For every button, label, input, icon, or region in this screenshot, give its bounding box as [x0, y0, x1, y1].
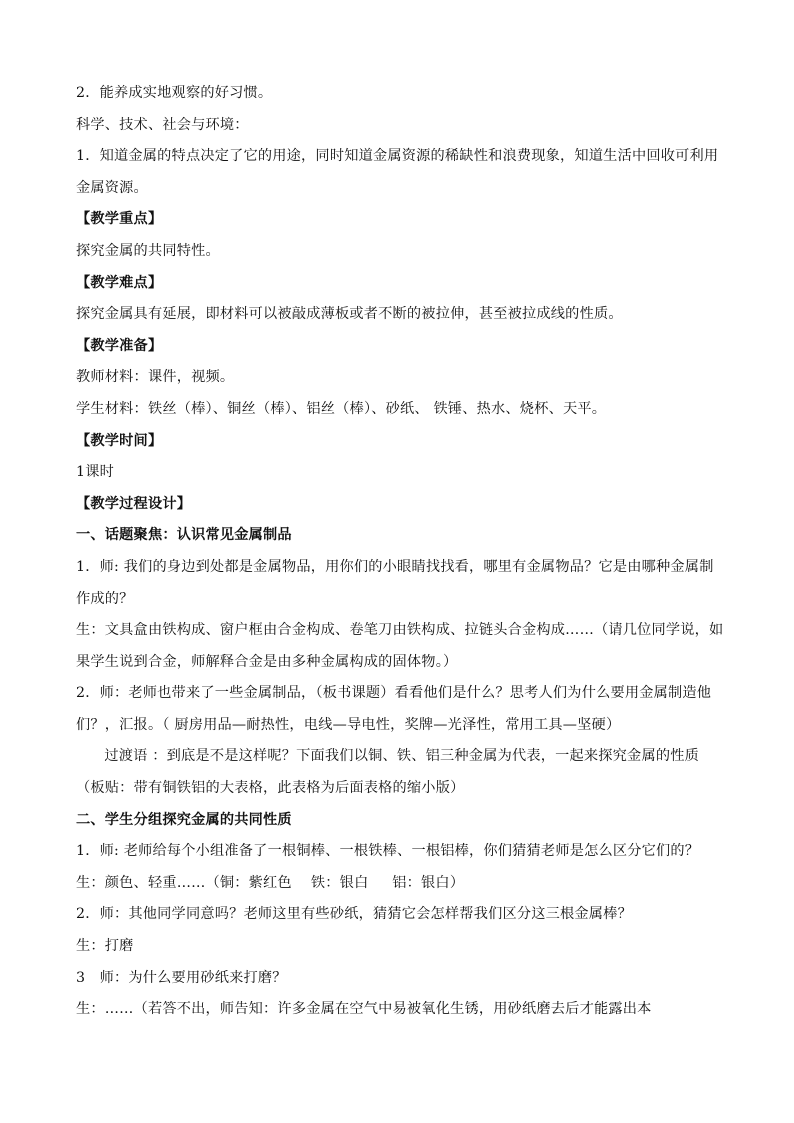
teacher-question-1: 1．师: 我们的身边到处都是金属物品，用你们的小眼睛找找看，哪里有金属物品？它是由哪种金属制作成的？: [76, 558, 714, 607]
key-points-text: 探究金属的共同特性。: [76, 242, 220, 259]
teacher-question-4: 2．师：其他同学同意吗？老师这里有些砂纸，猜猜它会怎样帮我们区分这三根金属棒？: [76, 906, 632, 923]
student-answer-3: 生：颜色、轻重……（铜：紫红色 铁：银白 铝：银白）: [76, 874, 465, 891]
heading-process: 【教学过程设计】: [76, 495, 192, 512]
heading-difficulties: 【教学难点】: [76, 274, 163, 291]
teacher-question-5: 3 师：为什么要用砂纸来打磨？: [76, 969, 287, 986]
heading-time: 【教学时间】: [76, 432, 163, 449]
student-answer-5: 生：……（若答不出，师告知：许多金属在空气中易被氧化生锈，用砂纸磨去后才能露出本: [76, 1001, 652, 1018]
transition-text: 过渡语 ：到底是不是这样呢？下面我们以铜、铁、铝三种金属为代表，一起来探究金属的性质（板贴：带有铜铁铝的大表格，此表格为后面表格的缩小版）: [76, 748, 699, 797]
section-two-title: 二、学生分组探究金属的共同性质: [76, 811, 292, 828]
heading-preparation: 【教学准备】: [76, 337, 163, 354]
section-label-stse: 科学、技术、社会与环境：: [76, 116, 249, 133]
objective-habit: 2．能养成实地观察的好习惯。: [76, 85, 273, 101]
student-answer-1: 生：文具盒由铁构成、窗户框由合金构成、卷笔刀由铁构成、拉链头合金构成……（请几位同学说，如果学生说到合金，师解释合金是由多种金属构成的固体物。）: [76, 622, 724, 670]
student-materials: 学生材料：铁丝（棒）、铜丝（棒）、铝丝（棒）、砂纸、 铁锤、热水、烧杯、天平。: [76, 400, 607, 417]
teacher-question-2: 2．师：老师也带来了一些金属制品，（板书课题）看看他们是什么？思考人们为什么要用金属制造他们？，汇报。（ 厨房用品—耐热性，电线—导电性，奖牌—光泽性，常用工具—坚硬）: [76, 685, 712, 733]
section-one-title: 一、话题聚焦：认识常见金属制品: [76, 527, 292, 544]
objective-metal-resources: 1．知道金属的特点决定了它的用途，同时知道金属资源的稀缺性和浪费现象，知道生活中回收可利用金属资源。: [76, 148, 719, 196]
student-answer-4: 生：打磨: [76, 938, 134, 955]
heading-key-points: 【教学重点】: [76, 211, 163, 228]
time-text: 1课时: [76, 464, 115, 481]
difficulties-text: 探究金属具有延展，即材料可以被敲成薄板或者不断的被拉伸，甚至被拉成线的性质。: [76, 306, 623, 323]
document-page: [76, 78, 726, 1026]
teacher-question-3: 1．师: 老师给每个小组准备了一根铜棒、一根铁棒、一根铝棒，你们猜猜老师是怎么区分它们的？: [76, 843, 700, 860]
teacher-materials: 教师材料：课件，视频。: [76, 369, 235, 386]
